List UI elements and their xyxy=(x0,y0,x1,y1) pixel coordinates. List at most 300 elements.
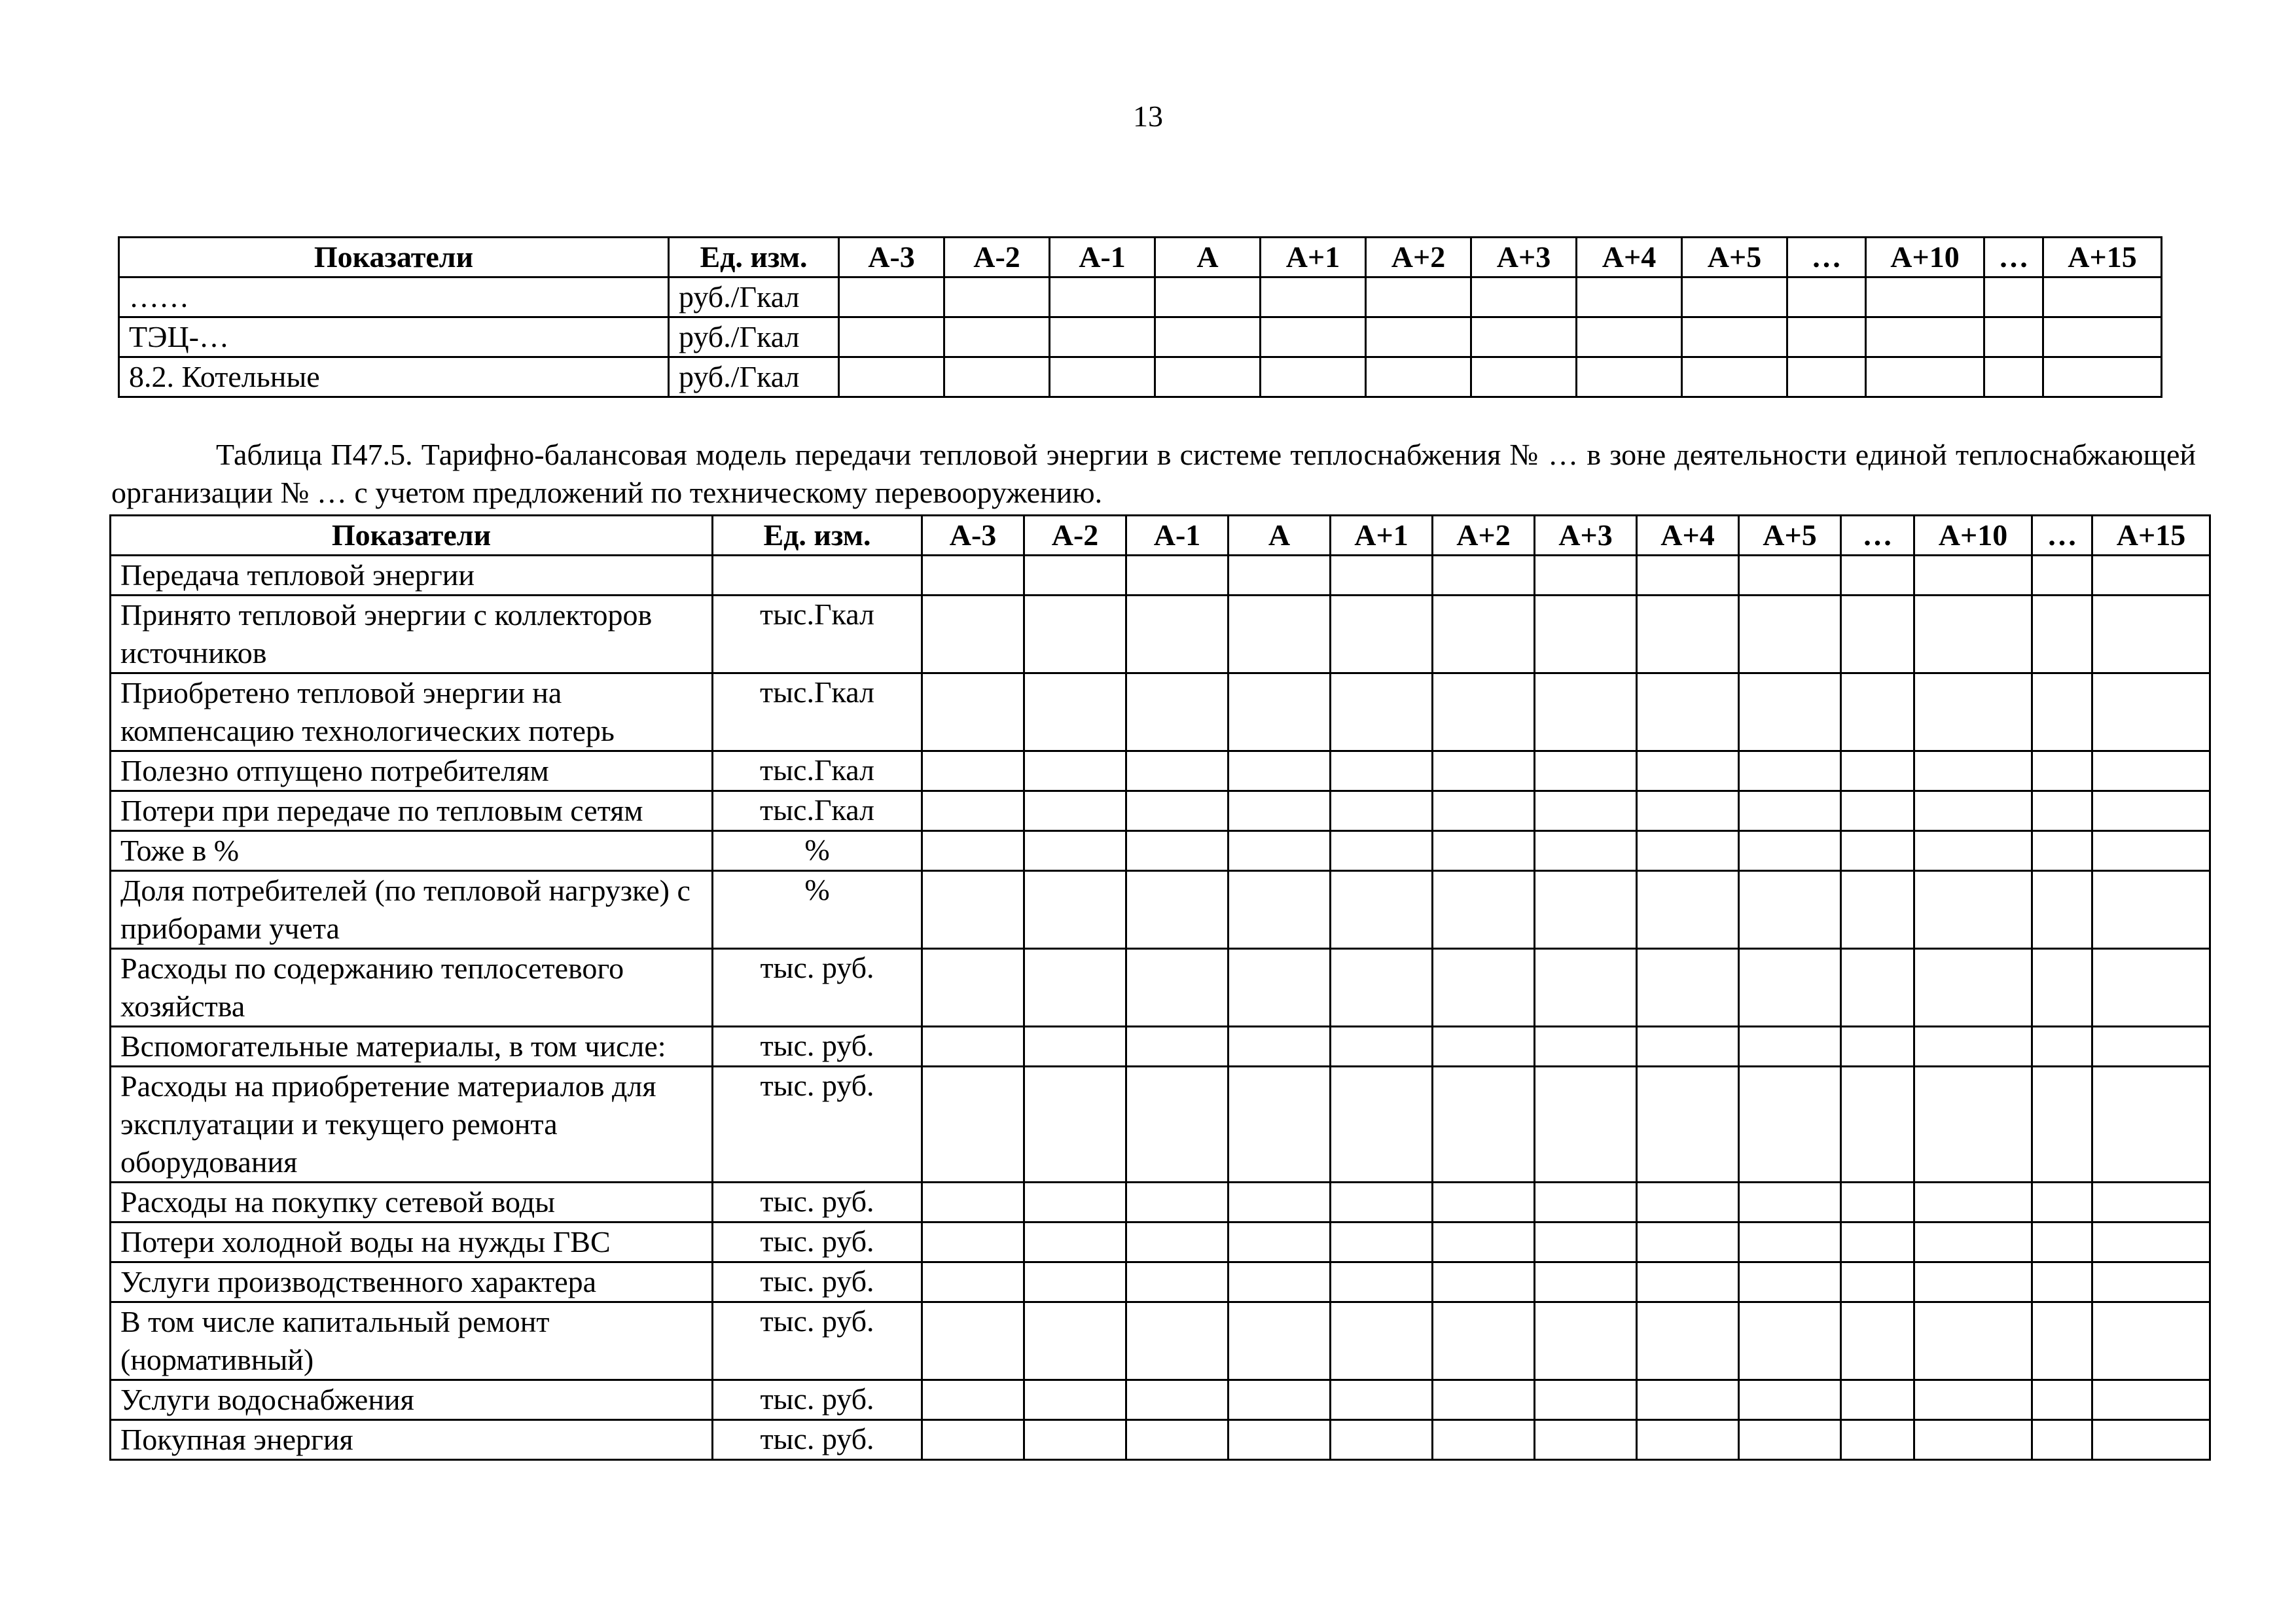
value-cell xyxy=(1229,1262,1331,1302)
value-cell xyxy=(1126,1067,1229,1183)
value-cell xyxy=(1024,1183,1126,1222)
indicator-cell: Приобретено тепловой энергии на компенсацию технологических потерь xyxy=(111,673,713,751)
value-cell xyxy=(1331,1262,1433,1302)
value-cell xyxy=(1914,1183,2032,1222)
table-row xyxy=(111,1067,2210,1183)
value-cell xyxy=(2092,673,2210,751)
header-year: А xyxy=(1229,516,1331,556)
value-cell xyxy=(1229,949,1331,1027)
value-cell xyxy=(1535,1380,1637,1420)
value-cell xyxy=(1637,1380,1739,1420)
value-cell xyxy=(1433,1380,1535,1420)
unit-cell: руб./Гкал xyxy=(669,277,839,317)
value-cell xyxy=(1261,357,1366,397)
unit-cell: тыс. руб. xyxy=(713,1420,922,1460)
value-cell xyxy=(1126,1380,1229,1420)
value-cell xyxy=(1535,791,1637,831)
header-year: А+15 xyxy=(2092,516,2210,556)
value-cell xyxy=(1577,277,1682,317)
value-cell xyxy=(1331,1222,1433,1262)
value-cell xyxy=(1050,317,1155,357)
value-cell xyxy=(2092,831,2210,871)
value-cell xyxy=(1914,751,2032,791)
value-cell xyxy=(2092,1380,2210,1420)
value-cell xyxy=(1126,556,1229,596)
value-cell xyxy=(1331,751,1433,791)
value-cell xyxy=(1024,1222,1126,1262)
header-year: А-1 xyxy=(1126,516,1229,556)
unit-cell: тыс.Гкал xyxy=(713,751,922,791)
value-cell xyxy=(1126,596,1229,673)
value-cell xyxy=(1739,949,1841,1027)
value-cell xyxy=(1914,1420,2032,1460)
value-cell xyxy=(1024,751,1126,791)
value-cell xyxy=(1535,1222,1637,1262)
value-cell xyxy=(1331,673,1433,751)
value-cell xyxy=(1229,831,1331,871)
value-cell xyxy=(1261,317,1366,357)
value-cell xyxy=(1024,556,1126,596)
unit-cell: тыс. руб. xyxy=(713,1302,922,1380)
value-cell xyxy=(1433,1222,1535,1262)
value-cell xyxy=(1841,791,1914,831)
header-year: А xyxy=(1155,238,1261,277)
value-cell xyxy=(1126,791,1229,831)
value-cell xyxy=(1126,1222,1229,1262)
value-cell xyxy=(1739,1222,1841,1262)
value-cell xyxy=(1471,357,1577,397)
unit-cell: тыс.Гкал xyxy=(713,791,922,831)
indicator-cell: …… xyxy=(119,277,669,317)
value-cell xyxy=(2092,596,2210,673)
table-row xyxy=(111,556,2210,596)
value-cell xyxy=(1535,673,1637,751)
value-cell xyxy=(1984,357,2043,397)
value-cell xyxy=(2092,949,2210,1027)
value-cell xyxy=(1229,1183,1331,1222)
header-year: А+4 xyxy=(1577,238,1682,277)
value-cell xyxy=(1841,751,1914,791)
value-cell xyxy=(1984,317,2043,357)
value-cell xyxy=(1024,949,1126,1027)
value-cell xyxy=(1535,1183,1637,1222)
value-cell xyxy=(1637,1302,1739,1380)
indicator-cell: Полезно отпущено потребителям xyxy=(111,751,713,791)
value-cell xyxy=(1866,277,1984,317)
value-cell xyxy=(1637,1222,1739,1262)
value-cell xyxy=(922,751,1024,791)
value-cell xyxy=(1331,596,1433,673)
value-cell xyxy=(2032,871,2092,949)
value-cell xyxy=(1841,949,1914,1027)
value-cell xyxy=(1914,673,2032,751)
header-year: А+3 xyxy=(1535,516,1637,556)
value-cell xyxy=(1914,1262,2032,1302)
table-row xyxy=(111,673,2210,751)
value-cell xyxy=(2043,317,2162,357)
unit-cell: тыс. руб. xyxy=(713,1183,922,1222)
value-cell xyxy=(1914,791,2032,831)
value-cell xyxy=(1841,673,1914,751)
value-cell xyxy=(1050,277,1155,317)
value-cell xyxy=(1637,751,1739,791)
value-cell xyxy=(1739,831,1841,871)
value-cell xyxy=(1024,1067,1126,1183)
value-cell xyxy=(1841,1183,1914,1222)
value-cell xyxy=(1787,357,1866,397)
value-cell xyxy=(1433,791,1535,831)
value-cell xyxy=(1331,1302,1433,1380)
value-cell xyxy=(839,357,944,397)
table-caption: Таблица П47.5. Тарифно-балансовая модель передачи тепловой энергии в системе теплоснабжения № … в зоне деятельности единой теплоснабжающей организации № … с учетом предложений по техническому перевооружению. xyxy=(111,438,2196,509)
value-cell xyxy=(2032,1420,2092,1460)
value-cell xyxy=(1229,871,1331,949)
value-cell xyxy=(2043,277,2162,317)
value-cell xyxy=(1841,1067,1914,1183)
value-cell xyxy=(1433,751,1535,791)
value-cell xyxy=(1841,1380,1914,1420)
value-cell xyxy=(2032,1302,2092,1380)
value-cell xyxy=(1024,791,1126,831)
value-cell xyxy=(1229,1027,1331,1067)
value-cell xyxy=(1739,1027,1841,1067)
table-row xyxy=(111,1302,2210,1380)
value-cell xyxy=(922,949,1024,1027)
indicator-cell: Принято тепловой энергии с коллекторов источников xyxy=(111,596,713,673)
table-header-row xyxy=(111,516,2210,556)
value-cell xyxy=(922,1183,1024,1222)
value-cell xyxy=(1366,277,1471,317)
value-cell xyxy=(1331,1067,1433,1183)
value-cell xyxy=(1535,871,1637,949)
value-cell xyxy=(1577,317,1682,357)
value-cell xyxy=(1739,1183,1841,1222)
value-cell xyxy=(1535,1262,1637,1302)
value-cell xyxy=(1433,596,1535,673)
value-cell xyxy=(1637,1027,1739,1067)
value-cell xyxy=(922,1027,1024,1067)
indicator-cell: 8.2. Котельные xyxy=(119,357,669,397)
value-cell xyxy=(2043,357,2162,397)
value-cell xyxy=(1637,673,1739,751)
header-year: … xyxy=(2032,516,2092,556)
unit-cell: тыс. руб. xyxy=(713,1380,922,1420)
value-cell xyxy=(922,1380,1024,1420)
value-cell xyxy=(1682,317,1787,357)
value-cell xyxy=(1535,1027,1637,1067)
value-cell xyxy=(1471,277,1577,317)
value-cell xyxy=(2032,1027,2092,1067)
value-cell xyxy=(1024,1027,1126,1067)
value-cell xyxy=(2032,1067,2092,1183)
value-cell xyxy=(2032,751,2092,791)
value-cell xyxy=(1914,1380,2032,1420)
indicator-cell: Вспомогательные материалы, в том числе: xyxy=(111,1027,713,1067)
value-cell xyxy=(1366,317,1471,357)
value-cell xyxy=(1331,949,1433,1027)
value-cell xyxy=(1914,949,2032,1027)
table-row xyxy=(111,1380,2210,1420)
value-cell xyxy=(2032,1222,2092,1262)
value-cell xyxy=(2092,751,2210,791)
value-cell xyxy=(1155,277,1261,317)
value-cell xyxy=(1914,1027,2032,1067)
table-row xyxy=(111,1222,2210,1262)
table-row xyxy=(119,277,2162,317)
value-cell xyxy=(1433,556,1535,596)
indicator-cell: Доля потребителей (по тепловой нагрузке) с приборами учета xyxy=(111,871,713,949)
value-cell xyxy=(1637,1262,1739,1302)
value-cell xyxy=(1024,1420,1126,1460)
value-cell xyxy=(1050,357,1155,397)
header-unit: Ед. изм. xyxy=(713,516,922,556)
header-indicator: Показатели xyxy=(111,516,713,556)
value-cell xyxy=(1155,317,1261,357)
value-cell xyxy=(1577,357,1682,397)
header-year: А+2 xyxy=(1433,516,1535,556)
value-cell xyxy=(2092,791,2210,831)
table-row xyxy=(111,596,2210,673)
table-row xyxy=(119,317,2162,357)
value-cell xyxy=(1739,871,1841,949)
table-row xyxy=(111,949,2210,1027)
value-cell xyxy=(1841,1420,1914,1460)
value-cell xyxy=(1331,831,1433,871)
value-cell xyxy=(2092,1222,2210,1262)
header-year: А+10 xyxy=(1866,238,1984,277)
indicator-cell: Услуги производственного характера xyxy=(111,1262,713,1302)
table-tariff-balance-model xyxy=(109,514,2211,1461)
unit-cell xyxy=(713,556,922,596)
value-cell xyxy=(1841,596,1914,673)
value-cell xyxy=(1637,949,1739,1027)
value-cell xyxy=(1126,1183,1229,1222)
value-cell xyxy=(922,1262,1024,1302)
value-cell xyxy=(1914,556,2032,596)
table-row xyxy=(111,751,2210,791)
value-cell xyxy=(1229,673,1331,751)
table-row xyxy=(111,871,2210,949)
value-cell xyxy=(1637,556,1739,596)
value-cell xyxy=(1841,1027,1914,1067)
value-cell xyxy=(2092,1302,2210,1380)
value-cell xyxy=(1739,1380,1841,1420)
value-cell xyxy=(1126,1302,1229,1380)
value-cell xyxy=(1739,1302,1841,1380)
unit-cell: тыс. руб. xyxy=(713,1027,922,1067)
value-cell xyxy=(1841,556,1914,596)
value-cell xyxy=(1126,1027,1229,1067)
value-cell xyxy=(922,596,1024,673)
unit-cell: тыс.Гкал xyxy=(713,673,922,751)
value-cell xyxy=(1024,831,1126,871)
value-cell xyxy=(1535,1302,1637,1380)
value-cell xyxy=(1261,277,1366,317)
value-cell xyxy=(2092,1183,2210,1222)
value-cell xyxy=(2032,949,2092,1027)
value-cell xyxy=(1433,1067,1535,1183)
value-cell xyxy=(1471,317,1577,357)
value-cell xyxy=(2092,1262,2210,1302)
indicator-cell: Расходы по содержанию теплосетевого хозяйства xyxy=(111,949,713,1027)
value-cell xyxy=(1739,673,1841,751)
value-cell xyxy=(1229,751,1331,791)
value-cell xyxy=(1914,1067,2032,1183)
header-year: А+3 xyxy=(1471,238,1577,277)
value-cell xyxy=(1331,1380,1433,1420)
value-cell xyxy=(1126,673,1229,751)
indicator-cell: Потери при передаче по тепловым сетям xyxy=(111,791,713,831)
header-year: А-3 xyxy=(922,516,1024,556)
value-cell xyxy=(1433,673,1535,751)
value-cell xyxy=(2092,871,2210,949)
value-cell xyxy=(1841,1302,1914,1380)
value-cell xyxy=(839,277,944,317)
header-indicator: Показатели xyxy=(119,238,669,277)
value-cell xyxy=(1433,871,1535,949)
value-cell xyxy=(1126,751,1229,791)
value-cell xyxy=(944,277,1050,317)
value-cell xyxy=(922,1302,1024,1380)
value-cell xyxy=(1535,596,1637,673)
value-cell xyxy=(922,831,1024,871)
header-year: А-3 xyxy=(839,238,944,277)
value-cell xyxy=(2092,556,2210,596)
indicator-cell: Потери холодной воды на нужды ГВС xyxy=(111,1222,713,1262)
value-cell xyxy=(1229,791,1331,831)
indicator-cell: Расходы на приобретение материалов для эксплуатации и текущего ремонта оборудования xyxy=(111,1067,713,1183)
value-cell xyxy=(1433,831,1535,871)
value-cell xyxy=(1866,317,1984,357)
unit-cell: тыс. руб. xyxy=(713,1262,922,1302)
value-cell xyxy=(1024,673,1126,751)
indicator-cell: Передача тепловой энергии xyxy=(111,556,713,596)
value-cell xyxy=(2032,556,2092,596)
value-cell xyxy=(2092,1420,2210,1460)
value-cell xyxy=(1126,1420,1229,1460)
value-cell xyxy=(1739,556,1841,596)
value-cell xyxy=(1229,1302,1331,1380)
unit-cell: % xyxy=(713,831,922,871)
value-cell xyxy=(1126,831,1229,871)
value-cell xyxy=(1984,277,2043,317)
value-cell xyxy=(1841,1222,1914,1262)
value-cell xyxy=(2092,1067,2210,1183)
value-cell xyxy=(2032,831,2092,871)
value-cell xyxy=(1535,949,1637,1027)
value-cell xyxy=(1433,1183,1535,1222)
unit-cell: тыс. руб. xyxy=(713,949,922,1027)
table-row xyxy=(111,1027,2210,1067)
value-cell xyxy=(1739,596,1841,673)
value-cell xyxy=(1739,1420,1841,1460)
value-cell xyxy=(1637,1183,1739,1222)
value-cell xyxy=(1682,357,1787,397)
value-cell xyxy=(1024,871,1126,949)
value-cell xyxy=(1126,871,1229,949)
unit-cell: руб./Гкал xyxy=(669,317,839,357)
value-cell xyxy=(1024,596,1126,673)
header-year: … xyxy=(1787,238,1866,277)
value-cell xyxy=(1914,1222,2032,1262)
value-cell xyxy=(1787,317,1866,357)
header-year: … xyxy=(1841,516,1914,556)
value-cell xyxy=(2032,596,2092,673)
value-cell xyxy=(1229,1222,1331,1262)
page-number: 13 xyxy=(1133,99,1163,133)
value-cell xyxy=(1535,1067,1637,1183)
value-cell xyxy=(2032,791,2092,831)
table-row xyxy=(119,357,2162,397)
value-cell xyxy=(1433,1262,1535,1302)
unit-cell: тыс.Гкал xyxy=(713,596,922,673)
value-cell xyxy=(2032,673,2092,751)
value-cell xyxy=(944,357,1050,397)
value-cell xyxy=(1229,596,1331,673)
value-cell xyxy=(1331,871,1433,949)
value-cell xyxy=(2032,1183,2092,1222)
value-cell xyxy=(1637,596,1739,673)
value-cell xyxy=(1331,1027,1433,1067)
value-cell xyxy=(2092,1027,2210,1067)
header-year: А+1 xyxy=(1331,516,1433,556)
value-cell xyxy=(922,1222,1024,1262)
value-cell xyxy=(1866,357,1984,397)
value-cell xyxy=(1126,949,1229,1027)
value-cell xyxy=(922,871,1024,949)
table-row xyxy=(111,1420,2210,1460)
header-year: А-1 xyxy=(1050,238,1155,277)
value-cell xyxy=(1637,831,1739,871)
value-cell xyxy=(1535,556,1637,596)
value-cell xyxy=(1229,556,1331,596)
table-row xyxy=(111,791,2210,831)
value-cell xyxy=(1535,1420,1637,1460)
header-year: А+4 xyxy=(1637,516,1739,556)
value-cell xyxy=(1739,751,1841,791)
value-cell xyxy=(1841,831,1914,871)
indicator-cell: Услуги водоснабжения xyxy=(111,1380,713,1420)
unit-cell: руб./Гкал xyxy=(669,357,839,397)
value-cell xyxy=(1229,1067,1331,1183)
value-cell xyxy=(922,556,1024,596)
value-cell xyxy=(1331,1183,1433,1222)
header-year: А+5 xyxy=(1682,238,1787,277)
header-year: А-2 xyxy=(944,238,1050,277)
value-cell xyxy=(1739,791,1841,831)
indicator-cell: ТЭЦ-… xyxy=(119,317,669,357)
value-cell xyxy=(1229,1380,1331,1420)
value-cell xyxy=(1024,1302,1126,1380)
value-cell xyxy=(922,791,1024,831)
value-cell xyxy=(1433,1302,1535,1380)
value-cell xyxy=(1682,277,1787,317)
value-cell xyxy=(1739,1067,1841,1183)
header-year: А+10 xyxy=(1914,516,2032,556)
value-cell xyxy=(1433,949,1535,1027)
unit-cell: % xyxy=(713,871,922,949)
value-cell xyxy=(1433,1420,1535,1460)
value-cell xyxy=(1331,791,1433,831)
indicator-cell: Покупная энергия xyxy=(111,1420,713,1460)
value-cell xyxy=(839,317,944,357)
value-cell xyxy=(1331,556,1433,596)
header-year: А-2 xyxy=(1024,516,1126,556)
table-row xyxy=(111,1183,2210,1222)
value-cell xyxy=(2032,1380,2092,1420)
header-year: А+2 xyxy=(1366,238,1471,277)
value-cell xyxy=(1914,831,2032,871)
